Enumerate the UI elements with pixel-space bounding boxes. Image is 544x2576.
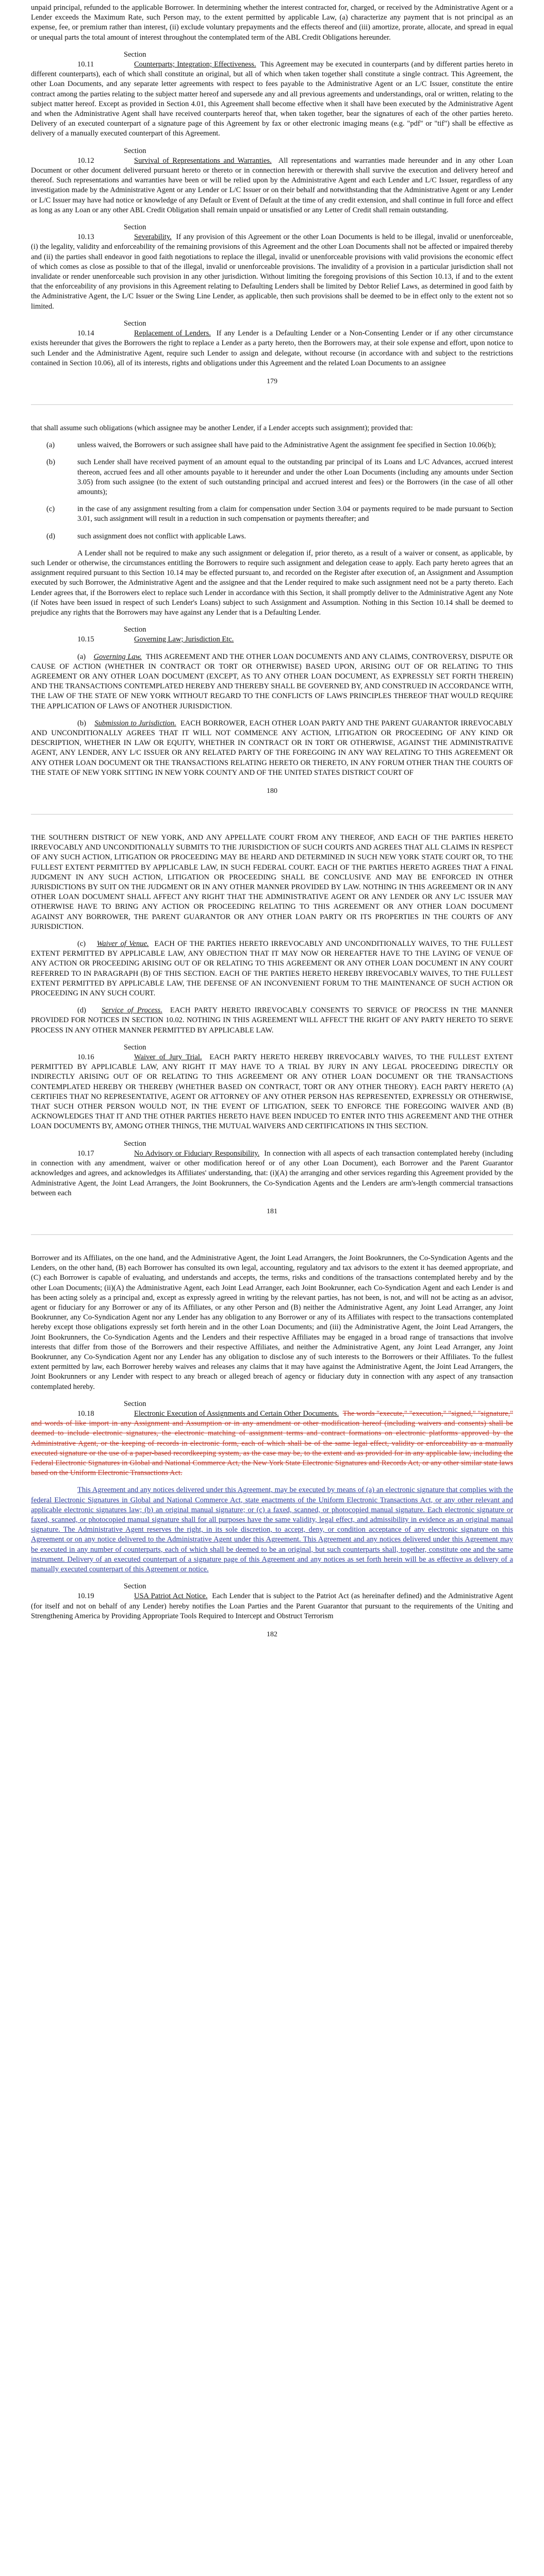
list-item — [31, 532, 513, 541]
item-label: (c) — [77, 940, 86, 948]
page-divider — [31, 814, 513, 815]
section-10-12 — [31, 146, 513, 215]
page-divider — [31, 1234, 513, 1235]
section-title: Counterparts; Integration; Effectiveness. — [134, 60, 256, 69]
section-10-18 — [31, 1399, 513, 1479]
section-title: Governing Law; Jurisdiction Etc. — [134, 635, 234, 644]
list-item — [31, 440, 513, 450]
page-179 — [31, 3, 513, 386]
section-body: If any Lender is a Defaulting Lender or a Non-Consenting Lender or if any other circumstance exists hereunder that gives the Borrowers the right to replace a Lender as a party hereto, then the Borrowers may, at their sole expense and effort, upon notice to such Lender and the Administrative Agent, require such Lender to assign and delegate, without recourse (in accordance with and subject to the restrictions contained in Section 10.06), all of its interests, rights and obligations under this Agreement and the related Loan Documents to an assignee — [31, 329, 514, 367]
item-label: (a) — [46, 441, 55, 450]
paragraph-intro: that shall assume such obligations (which assignee may be another Lender, if a Lender accepts such assignment); provided that: — [31, 423, 413, 432]
section-body: EACH PARTY HERETO IRREVOCABLY CONSENTS TO SERVICE OF PROCESS IN THE MANNER PROVIDED FOR NOTICES IN SECTION 10.02. NOTHING IN THIS AGREEMENT WILL AFFECT THE RIGHT OF ANY PARTY HERETO TO SERVE PROCESS IN ANY OTHER MANNER PERMITTED BY APPLICABLE LAW. — [31, 1006, 514, 1035]
section-title: Submission to Jurisdiction. — [94, 719, 176, 727]
section-10-16 — [31, 1043, 513, 1132]
item-text: such Lender shall have received payment of an amount equal to the outstanding par principal of its Loans and L/C Advances, accrued interest thereon, accrued fees and all other amounts payable to it hereunder and under the other Loan Documents (including any amounts under Section 3.05) from such assignee (to the extent of such outstanding principal and accrued interest and fees) or the Borrowers (in the case of all other amounts); — [77, 458, 513, 496]
list-item — [31, 504, 513, 524]
item-label: (b) — [77, 719, 86, 727]
page-number: 181 — [267, 1207, 277, 1215]
section-10-11 — [31, 50, 513, 139]
section-10-15-a — [31, 652, 513, 711]
section-number: Section 10.11 — [77, 50, 146, 69]
inserted-text: This Agreement and any notices delivered under this Agreement, may be executed by means of (a) an electronic signature that complies with the federal Electronic Signatures in Global and National Commerce Act, state enactments of the Uniform Electronic Transactions Act, or any other relevant and applicable electronic signatures law; (b) an original manual signature; or (c) a faxed, scanned, or photocopied manual signature. Each electronic signature or faxed, scanned, or photocopied manual signature shall for all purposes have the same validity, legal effect, and admissibility in evidence as an original manual signature. The Administrative Agent reserves the right, in its sole discretion, to accept, deny, or condition acceptance of any electronic signature on this Agreement or on any notice delivered to the Administrative Agent under this Agreement. This Agreement and any notices delivered under this Agreement may be executed in any number of counterparts, each of which shall be deemed to be an original, but such counterparts shall, together, constitute one and the same instrument. Delivery of an executed counterpart of a signature page of this Agreement and any notices as set forth herein will be as effective as delivery of a manually executed counterpart of this Agreement or notice. — [31, 1486, 513, 1573]
section-title: Waiver of Venue. — [96, 940, 149, 948]
paragraph-advisory-continuation: Borrower and its Affiliates, on the one hand, and the Administrative Agent, the Joint Lead Arrangers, the Joint Bookrunners, the Co-Syndication Agents and the Lenders, on the other hand, (B) each Borrower has consulted its own legal, accounting, regulatory and tax advisors to the extent it has deemed appropriate, and (C) each Borrower is capable of evaluating, and understands and accepts, the terms, risks and conditions of the transactions contemplated hereby and by the other Loan Documents; (ii)(A) the Administrative Agent, each Joint Lead Arranger, each Joint Bookrunner, each Co-Syndication Agent and each Lender is and has been acting solely as a principal and, except as expressly agreed in writing by the relevant parties, has not been, is not, and will not be acting as an advisor, agent or fiduciary for any Borrower or any of its Affiliates, or any other Person and (B) neither the Administrative Agent, any Joint Lead Arranger, any Joint Bookrunner, any Co-Syndication Agent nor any Lender has any obligation to any Borrower or any of its Affiliates with respect to the transactions contemplated hereby except those obligations expressly set forth herein and in the other Loan Documents; and (iii) the Administrative Agent, the Joint Lead Arrangers, the Joint Bookrunners, the Co-Syndication Agents and the Lenders and their respective Affiliates may be engaged in a broad range of transactions that involve interests that differ from those of the Borrowers and their respective Affiliates, and neither the Administrative Agent, any Joint Lead Arranger, any Joint Bookrunner, any Co-Syndication Agent nor any Lender has any obligation to disclose any of such interests to the Borrowers or their Affiliates. To the fullest extent permitted by law, each Borrower hereby waives and releases any claims that it may have against the Administrative Agent, the Joint Lead Arrangers, the Joint Bookrunners or any Lender with respect to any breach or alleged breach of agency or fiduciary duty in connection with any aspect of any transaction contemplated hereby. — [31, 1253, 513, 1391]
section-title: Service of Process. — [101, 1006, 162, 1015]
item-label: (b) — [46, 458, 55, 467]
inserted-paragraph — [31, 1485, 513, 1574]
section-body: All representations and warranties made hereunder and in any other Loan Document or other document delivered pursuant hereto or thereto or in connection herewith or therewith shall survive the execution and delivery hereof and thereof. Such representations and warranties have been or will be relied upon by the Administrative Agent and each Lender and L/C Issuer, regardless of any investigation made by the Administrative Agent or any Lender or L/C Issuer or on their behalf and notwithstanding that the Administrative Agent or any Lender or L/C Issuer may have had notice or knowledge of any Default or Event of Default at the time of any credit extension, and shall continue in full force and effect as long as any Loan or any other ABL Credit Obligation shall remain unpaid or unsatisfied or any Letter of Credit shall remain outstanding. — [31, 156, 513, 214]
item-label: (d) — [46, 532, 55, 540]
section-body: If any provision of this Agreement or the other Loan Documents is held to be illegal, invalid or unenforceable, (i) the legality, validity and enforceability of the remaining provisions of this Agreement and the other Loan Documents shall not be affected or impaired thereby and (ii) the parties shall endeavor in good faith negotiations to replace the illegal, invalid or unenforceable provisions with valid provisions the economic effect of which comes as close as possible to that of the illegal, invalid or unenforceable provisions. The invalidity of a provision in a particular jurisdiction shall not invalidate or render unenforceable such provision in any other jurisdiction. Without limiting the foregoing provisions of this Section 10.13, if and to the extent that the enforceability of any provisions in this Agreement relating to Defaulting Lenders shall be limited by Debtor Relief Laws, as determined in good faith by the Administrative Agent, the L/C Issuer or the Swing Line Lender, as applicable, then such provisions shall be deemed to be in effect only to the extent not so limited. — [31, 233, 513, 311]
paragraph-replacement-terms: A Lender shall not be required to make any such assignment or delegation if, prior thereto, as a result of a waiver or consent, as applicable, by such Lender or otherwise, the circumstances entitling the Borrowers to require such assignment and delegation cease to apply. Each party hereto agrees that an assignment required pursuant to this Section 10.14 may be effected pursuant to, and recorded on the Register after execution of, an Assignment and Assumption executed by such Borrower, the Administrative Agent and the assignee and that the Lender required to make such assignment need not be a party thereto. Each Lender agrees that, if the Borrowers elect to replace such Lender in accordance with this Section, it shall promptly deliver to the Administrative Agent any Note (if Notes have been issued in respect of such Lender's Loans) subject to such Assignment and Assumption. Nothing in this Section 10.14 shall be deemed to prejudice any rights that the Borrowers may have against any Lender that is a Defaulting Lender. — [31, 549, 513, 617]
section-number: Section 10.14 — [77, 319, 146, 338]
page-number: 180 — [267, 787, 277, 795]
deleted-text: The words "execute," "execution," "signed," "signature," and words of like import in any Assignment and Assumption or in any amendment or other modification hereof (including waivers and consents) shall be deemed to include electronic signatures, the electronic matching of assignment terms and contract formations on electronic platforms approved by the Administrative Agent, or the keeping of records in electronic form, each of which shall be of the same legal effect, validity or enforceability as a manually executed signature or the use of a paper-based recordkeeping system, as the case may be, to the extent and as provided for in any applicable law, including the Federal Electronic Signatures in Global and National Commerce Act, the New York State Electronic Signatures and Records Act, or any other similar state laws based on the Uniform Electronic Transactions Act. — [31, 1409, 513, 1478]
section-number: Section 10.18 — [77, 1399, 146, 1418]
section-body: In connection with all aspects of each transaction contemplated hereby (including in connection with any amendment, waiver or other modification hereof or of any other Loan Document), each Borrower and the Parent Guarantor acknowledges and agrees, and acknowledges its Affiliates' understanding, that: (i)(A) the arranging and other services regarding this Agreement provided by the Administrative Agent, the Joint Lead Arrangers, the Joint Bookrunners, the Co-Syndication Agents and the Lenders are arm's-length commercial transactions between each — [31, 1149, 514, 1197]
item-text: in the case of any assignment resulting from a claim for compensation under Section 3.04 or payments required to be made pursuant to Section 3.01, such assignment will result in a reduction in such compensation or payments thereafter; and — [77, 505, 513, 523]
section-body: EACH BORROWER, EACH OTHER LOAN PARTY AND THE PARENT GUARANTOR IRREVOCABLY AND UNCONDITIONALLY AGREES THAT IT WILL NOT COMMENCE ANY ACTION, LITIGATION OR PROCEEDING OF ANY KIND OR DESCRIPTION, WHETHER IN LAW OR EQUITY, WHETHER IN CONTRACT OR IN TORT OR OTHERWISE, AGAINST THE ADMINISTRATIVE AGENT, ANY LENDER, ANY L/C ISSUER OR ANY RELATED PARTY OF THE FOREGOING IN ANY WAY RELATING TO THIS AGREEMENT OR ANY OTHER LOAN DOCUMENT OR THE TRANSACTIONS RELATING HERETO OR THERETO, IN ANY FORUM OTHER THAN THE COURTS OF THE STATE OF NEW YORK SITTING IN NEW YORK COUNTY AND OF THE UNITED STATES DISTRICT COURT OF — [31, 719, 514, 777]
section-title: Replacement of Lenders. — [134, 329, 211, 338]
section-body: EACH OF THE PARTIES HERETO IRREVOCABLY AND UNCONDITIONALLY WAIVES, TO THE FULLEST EXTENT PERMITTED BY APPLICABLE LAW, ANY OBJECTION THAT IT MAY NOW OR HEREAFTER HAVE TO THE LAYING OF VENUE OF ANY ACTION OR PROCEEDING ARISING OUT OF OR RELATING TO THIS AGREEMENT OR ANY OTHER LOAN DOCUMENT IN ANY COURT REFERRED TO IN PARAGRAPH (B) OF THIS SECTION. EACH OF THE PARTIES HERETO HEREBY IRREVOCABLY WAIVES, TO THE FULLEST EXTENT PERMITTED BY APPLICABLE LAW, THE DEFENSE OF AN INCONVENIENT FORUM TO THE MAINTENANCE OF SUCH ACTION OR PROCEEDING IN ANY SUCH COURT. — [31, 940, 513, 998]
section-number: Section 10.16 — [77, 1043, 146, 1062]
section-10-14 — [31, 319, 513, 368]
section-title: USA Patriot Act Notice. — [134, 1592, 208, 1601]
section-body: THIS AGREEMENT AND THE OTHER LOAN DOCUMENTS AND ANY CLAIMS, CONTROVERSY, DISPUTE OR CAUSE OF ACTION (WHETHER IN CONTRACT OR TORT OR OTHERWISE) BASED UPON, ARISING OUT OF OR RELATING TO THIS AGREEMENT OR ANY OTHER LOAN DOCUMENT (EXCEPT, AS TO ANY OTHER LOAN DOCUMENT, AS EXPRESSLY SET FORTH THEREIN) AND THE TRANSACTIONS CONTEMPLATED HEREBY AND THEREBY SHALL BE GOVERNED BY, AND CONSTRUED IN ACCORDANCE WITH, THE LAW OF THE STATE OF NEW YORK WITHOUT REGARD TO THE CONFLICTS OF LAWS PRINCIPLES THEREOF THAT WOULD REQUIRE THE APPLICATION OF LAWS OF ANOTHER JURISDICTION. — [31, 652, 514, 710]
section-number: Section 10.17 — [77, 1139, 146, 1158]
paragraph-jurisdiction-continuation: THE SOUTHERN DISTRICT OF NEW YORK, AND ANY APPELLATE COURT FROM ANY THEREOF, AND EACH OF THE PARTIES HERETO IRREVOCABLY AND UNCONDITIONALLY SUBMITS TO THE JURISDICTION OF SUCH COURTS AND AGREES THAT ALL CLAIMS IN RESPECT OF ANY SUCH ACTION, LITIGATION OR PROCEEDING MAY BE HEARD AND DETERMINED IN SUCH NEW YORK STATE COURT OR, TO THE FULLEST EXTENT PERMITTED BY APPLICABLE LAW, IN SUCH FEDERAL COURT. EACH OF THE PARTIES HERETO AGREES THAT A FINAL JUDGMENT IN ANY SUCH ACTION, LITIGATION OR PROCEEDING SHALL BE CONCLUSIVE AND MAY BE ENFORCED IN OTHER JURISDICTIONS BY SUIT ON THE JUDGMENT OR IN ANY OTHER MANNER PROVIDED BY LAW. NOTHING IN THIS AGREEMENT OR IN ANY OTHER LOAN DOCUMENT SHALL AFFECT ANY RIGHT THAT THE ADMINISTRATIVE AGENT OR ANY LENDER OR ANY L/C ISSUER MAY OTHERWISE HAVE TO BRING ANY ACTION OR PROCEEDING RELATING TO THIS AGREEMENT OR ANY OTHER LOAN DOCUMENT AGAINST ANY BORROWER, THE PARENT GUARANTOR OR ANY OTHER LOAN PARTY OR ITS PROPERTIES IN THE COURTS OF ANY JURISDICTION. — [31, 834, 513, 931]
section-10-13 — [31, 223, 513, 312]
paragraph-interest-continuation: unpaid principal, refunded to the applicable Borrower. In determining whether the interest contracted for, charged, or received by the Administrative Agent or a Lender exceeds the Maximum Rate, such Person may, to the extent permitted by applicable Law, (a) characterize any payment that is not principal as an expense, fee, or premium rather than interest, (ii) exclude voluntary prepayments and the effects thereof and (iii) amortize, prorate, allocate, and spread in equal or unequal parts the total amount of interest throughout the contemplated term of the ABL Credit Obligations hereunder. — [31, 4, 513, 42]
item-text: unless waived, the Borrowers or such assignee shall have paid to the Administrative Agent the assignment fee specified in Section 10.06(b); — [77, 441, 496, 450]
list-item — [31, 457, 513, 497]
section-10-19 — [31, 1582, 513, 1621]
page-180 — [31, 423, 513, 795]
section-10-15-b — [31, 719, 513, 778]
page-number: 182 — [267, 1631, 277, 1639]
page-number: 179 — [267, 377, 277, 385]
section-title: Waiver of Jury Trial. — [134, 1053, 202, 1062]
section-title: Severability. — [134, 233, 172, 242]
section-title: No Advisory or Fiduciary Responsibility. — [134, 1149, 260, 1158]
item-label: (a) — [77, 652, 86, 661]
section-title: Survival of Representations and Warranties. — [134, 156, 272, 165]
section-body: EACH PARTY HERETO HEREBY IRREVOCABLY WAIVES, TO THE FULLEST EXTENT PERMITTED BY APPLICABLE LAW, ANY RIGHT IT MAY HAVE TO A TRIAL BY JURY IN ANY LEGAL PROCEEDING DIRECTLY OR INDIRECTLY ARISING OUT OF OR RELATING TO THIS AGREEMENT OR ANY OTHER LOAN DOCUMENT OR THE TRANSACTIONS CONTEMPLATED HEREBY OR THEREBY (WHETHER BASED ON CONTRACT, TORT OR ANY OTHER THEORY). EACH PARTY HERETO (A) CERTIFIES THAT NO REPRESENTATIVE, AGENT OR ATTORNEY OF ANY OTHER PERSON HAS REPRESENTED, EXPRESSLY OR OTHERWISE, THAT SUCH OTHER PERSON WOULD NOT, IN THE EVENT OF LITIGATION, SEEK TO ENFORCE THE FOREGOING WAIVER AND (B) ACKNOWLEDGES THAT IT AND THE OTHER PARTIES HERETO HAVE BEEN INDUCED TO ENTER INTO THIS AGREEMENT AND THE OTHER LOAN DOCUMENTS BY, AMONG OTHER THINGS, THE MUTUAL WAIVERS AND CERTIFICATIONS IN THIS SECTION. — [31, 1053, 514, 1131]
section-10-15-d — [31, 1006, 513, 1036]
section-body: Each Lender that is subject to the Patriot Act (as hereinafter defined) and the Administrative Agent (for itself and not on behalf of any Lender) hereby notifies the Loan Parties and the Parent Guarantor that pursuant to the requirements of the Uniting and Strengthening America by Providing Appropriate Tools Required to Intercept and Obstruct Terrorism — [31, 1592, 513, 1620]
section-number: Section 10.19 — [77, 1582, 146, 1601]
section-number: Section 10.12 — [77, 146, 146, 165]
section-10-15 — [31, 625, 513, 645]
page-181 — [31, 833, 513, 1216]
section-10-17 — [31, 1139, 513, 1198]
section-body: This Agreement may be executed in counterparts (and by different parties hereto in different counterparts), each of which shall constitute an original, but all of which when taken together shall constitute a single contract. This Agreement, the other Loan Documents, and any separate letter agreements with respect to fees payable to the Administrative Agent or an L/C Issuer, constitute the entire contract among the parties relating to the subject matter hereof and supersede any and all previous agreements and understandings, oral or written, relating to the subject matter hereof. Except as provided in Section 4.01, this Agreement shall become effective when it shall have been executed by the Administrative Agent and when the Administrative Agent shall have received counterparts hereof that, when taken together, bear the signatures of each of the other parties hereto. Delivery of an executed counterpart of a signature page of this Agreement by fax or other electronic imaging means (e.g. "pdf" or "tif") shall be effective as delivery of a manually executed counterpart of this Agreement. — [31, 60, 513, 138]
section-10-15-c — [31, 939, 513, 998]
section-title: Electronic Execution of Assignments and Certain Other Documents. — [134, 1409, 339, 1418]
page-182 — [31, 1253, 513, 1639]
item-label: (d) — [77, 1006, 86, 1015]
section-title: Governing Law. — [93, 652, 142, 661]
section-number: Section 10.15 — [77, 625, 146, 644]
section-number: Section 10.13 — [77, 223, 146, 242]
page-divider — [31, 404, 513, 405]
item-label: (c) — [46, 505, 55, 514]
item-text: such assignment does not conflict with applicable Laws. — [77, 532, 246, 540]
